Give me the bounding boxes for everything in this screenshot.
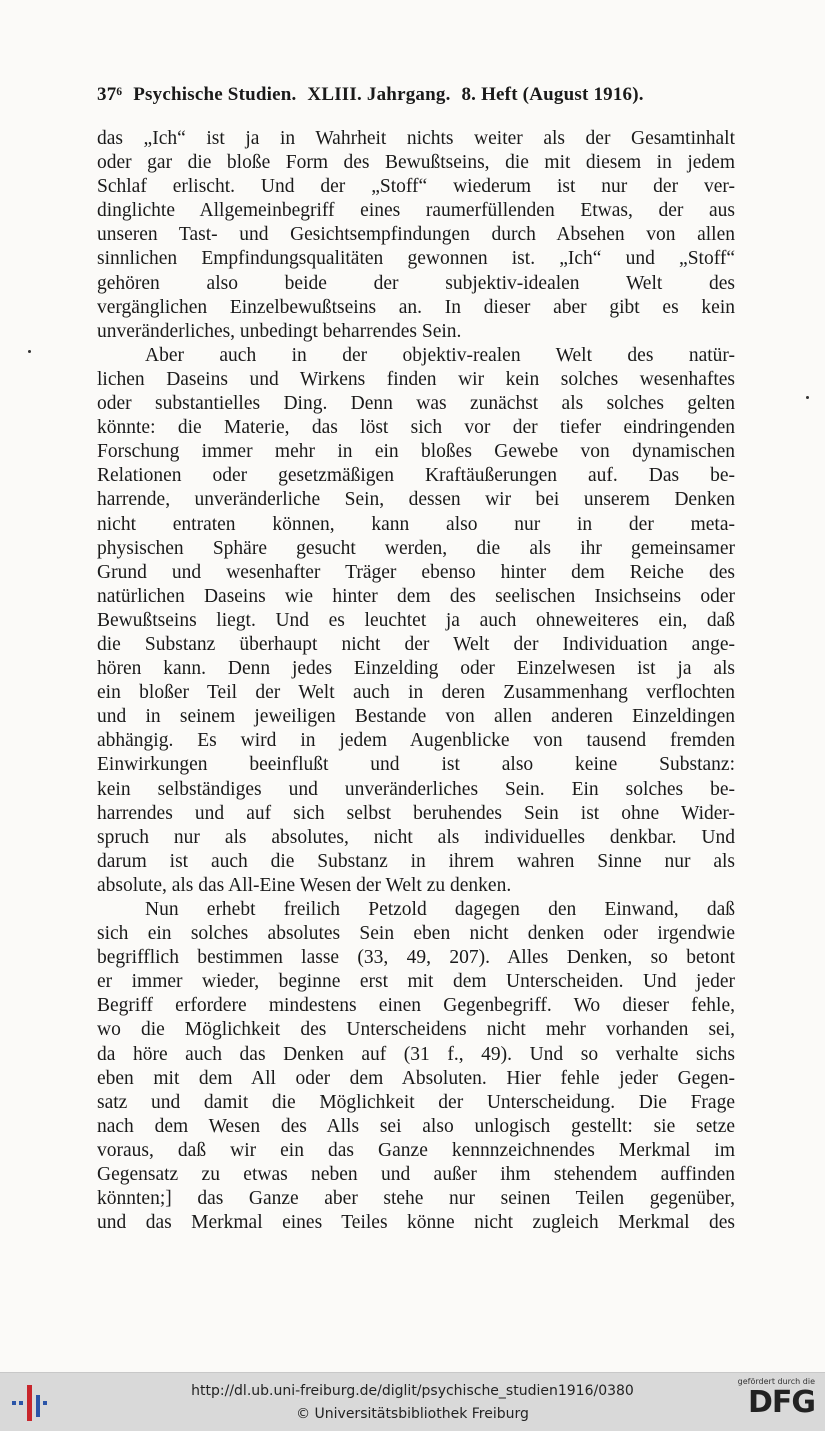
text-line: physischen Sphäre gesucht werden, die als ihr gemeinsamer [97,537,735,559]
text-line: Forschung immer mehr in ein bloßes Gewebe von dynamischen [97,441,735,463]
text-line: sinnlichen Empfindungsqualitäten gewonnen ist. „Ich“ und „Stoff“ [97,248,735,270]
text-line: oder gar die bloße Form des Bewußtseins, die mit diesem in jedem [97,152,735,174]
text-line: Relationen oder gesetzmäßigen Kraftäußerungen auf. Das be- [97,465,735,487]
text-line: abhängig. Es wird in jedem Augenblicke von tausend fremden [97,730,735,752]
text-line: ein bloßer Teil der Welt auch in deren Zusammenhang verflochten [97,682,735,704]
text-line: gehören also beide der subjektiv-idealen Welt des [97,272,735,294]
text-line: und das Merkmal eines Teiles könne nicht zugleich Merkmal des [97,1212,735,1234]
text-line: das „Ich“ ist ja in Wahrheit nichts weiter als der Gesamtinhalt [97,128,735,149]
text-line: wo die Möglichkeit des Unterscheidens nicht mehr vorhanden sei, [97,1019,735,1041]
running-header [97,84,737,106]
text-line: satz und damit die Möglichkeit der Unterscheidung. Die Frage [97,1091,735,1113]
text-line: Begriff erfordere mindestens einen Gegenbegriff. Wo dieser fehle, [97,995,735,1017]
text-line: unseren Tast- und Gesichtsempfindungen durch Absehen von allen [97,224,735,246]
text-line: natürlichen Daseins wie hinter dem des seelischen Insichseins oder [97,585,735,607]
viewer-footer [0,1372,825,1431]
text-line: vergänglichen Einzelbewußtseins an. In dieser aber gibt es kein [97,296,735,318]
scan-speck [806,396,809,399]
text-line: Einwirkungen beeinflußt und ist also keine Substanz: [97,754,735,776]
text-line: nicht entraten können, kann also nur in der meta- [97,513,735,535]
text-line: absolute, als das All-Eine Wesen der Welt zu denken. [97,874,512,896]
text-line: da höre auch das Denken auf (31 f., 49). Und so verhalte sichs [97,1043,735,1065]
journal-title: Psychische Studien. [133,84,297,105]
volume-info: XLIII. Jahrgang. [307,84,451,105]
text-line: die Substanz überhaupt nicht der Welt der Individuation ange- [97,633,735,655]
funder-logo-text: DFG [747,1385,815,1420]
text-line: kein selbständiges und unveränderliches Sein. Ein solches be- [97,778,735,800]
text-line: oder substantielles Ding. Denn was zunächst als solches gelten [97,393,735,415]
text-line: Schlaf erlischt. Und der „Stoff“ wiederum ist nur der ver- [97,176,735,198]
text-line: Aber auch in der objektiv-realen Welt des natür- [145,344,735,366]
text-line: unveränderliches, unbedingt beharrendes Sein. [97,320,462,342]
text-line: Bewußtseins liegt. Und es leuchtet ja auch ohneweiteres ein, daß [97,609,735,631]
text-line: dinglichte Allgemeinbegriff eines raumerfüllenden Etwas, der aus [97,200,735,222]
text-line: Nun erhebt freilich Petzold dagegen den Einwand, daß [145,899,735,920]
page-number: 37⁶ [97,84,123,105]
document-url[interactable]: http://dl.ub.uni-freiburg.de/diglit/psychische_studien1916/0380 [191,1383,634,1399]
text-line: nach dem Wesen des Alls sei also unlogisch gestellt: sie setze [97,1115,735,1137]
text-line: harrende, unveränderliche Sein, dessen wir bei unserem Denken [97,489,735,511]
text-line: sich ein solches absolutes Sein eben nicht denken oder irgendwie [97,923,735,945]
text-line: lichen Daseins und Wirkens finden wir kein solches wesenhaftes [97,368,735,390]
text-line: könnte: die Materie, das löst sich vor der tiefer eindringenden [97,417,735,439]
text-line: darum ist auch die Substanz in ihrem wahren Sinne nur als [97,850,735,872]
text-line: harrendes und auf sich selbst beruhendes Sein ist ohne Wider- [97,802,735,824]
scan-speck [28,350,31,353]
text-line: voraus, daß wir ein das Ganze kennnzeichnendes Merkmal im [97,1139,735,1161]
text-line: Gegensatz zu etwas neben und außer ihm stehendem auffinden [97,1164,735,1186]
funder-caption: gefördert durch die [737,1377,815,1386]
text-line: eben mit dem All oder dem Absoluten. Hier fehle jeder Gegen- [97,1067,735,1089]
issue-info: 8. Heft (August 1916). [461,84,644,105]
text-line: hören kann. Denn jedes Einzelding oder Einzelwesen ist ja als [97,658,735,680]
text-line: Grund und wesenhafter Träger ebenso hinter dem Reiche des [97,561,735,583]
text-line: könnten;] das Ganze aber stehe nur seinen Teilen gegenüber, [97,1188,735,1210]
text-line: und in seinem jeweiligen Bestande von allen anderen Einzeldingen [97,706,735,728]
copyright-notice: © Universitätsbibliothek Freiburg [296,1406,529,1422]
body-text [97,127,735,1235]
text-line: begrifflich bestimmen lasse (33, 49, 207). Alles Denken, so betont [97,947,735,969]
dfg-logo-icon [729,1377,815,1427]
text-line: spruch nur als absolutes, nicht als individuelles denkbar. Und [97,826,735,848]
text-line: er immer wieder, beginne erst mit dem Unterscheiden. Und jeder [97,971,735,993]
